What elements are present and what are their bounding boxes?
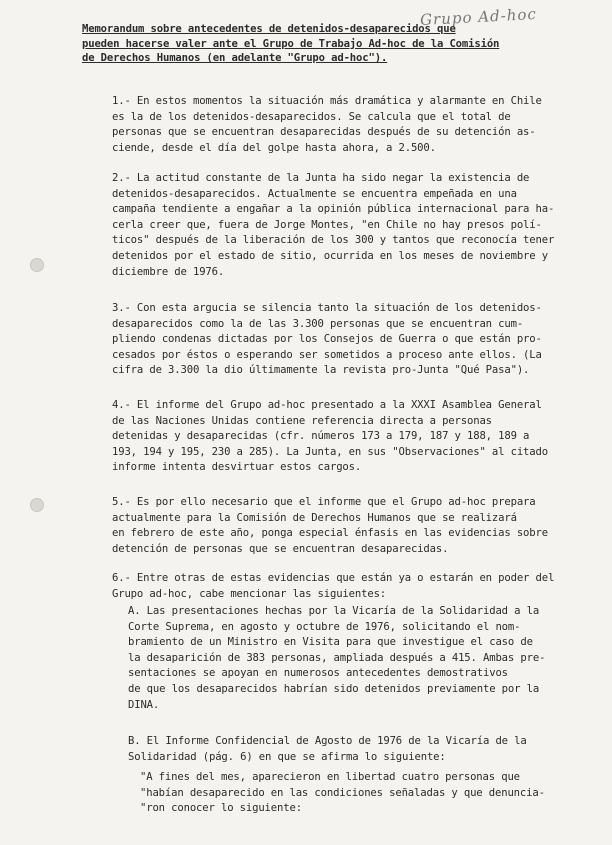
memo-title: Memorandum sobre antecedentes de detenidos-desaparecidos que pueden hacerse valer ante el Grupo de Trabajo Ad-hoc de la Comisión de Derechos Humanos (en adelante "Grupo ad-hoc"). [82,23,500,64]
item-b: B. El Informe Confidencial de Agosto de 1976 de la Vicaría de la Solidaridad (pág. 6) en que se afirma lo siguiente: [128,735,527,763]
paragraph-6: 6.- Entre otras de estas evidencias que están ya o estarán en poder del Grupo ad-hoc, cabe mencionar las siguientes: [112,572,555,600]
punch-hole [30,498,44,512]
paragraph-5: 5.- Es por ello necesario que el informe que el Grupo ad-hoc prepara actualmente para la Comisión de Derechos Humanos que se realizará en febrero de este año, ponga especial énfasis en las evidencias sobre detención de personas que se encuentran desaparecidas. [112,496,548,555]
paragraph-2: 2.- La actitud constante de la Junta ha sido negar la existencia de detenidos-desaparecidos. Actualmente se encuentra empeñada en una campaña tendiente a engañar a la opinión pública internacional para ha- cerla creer que, fuera de Jorge Montes, "en Chile no hay presos polí- ticos" después de la liberación de los 300 y tantos que reconocía tener detenidos por el estado de sitio, ocurrida en los meses de noviembre y diciembre de 1976. [112,172,555,278]
punch-hole [30,258,44,272]
quoted-text: "A fines del mes, aparecieron en libertad cuatro personas que "habían desaparecido en las condiciones señaladas y que denuncia- "ron conocer lo siguiente: [140,771,545,815]
item-a: A. Las presentaciones hechas por la Vicaría de la Solidaridad a la Corte Suprema, en agosto y octubre de 1976, solicitando el nom- bramiento de un Ministro en Visita para que investigue el caso de la desaparición de 383 personas, ampliada después a 415. Ambas pre- sentaciones se apoyan en numerosos antecedentes demostrativos de que los desaparecidos habrían sido detenidos previamente por la DINA. [128,605,546,711]
paragraph-3: 3.- Con esta argucia se silencia tanto la situación de los detenidos- desaparecidos como la de las 3.300 personas que se encuentran cum- pliendo condenas dictadas por los Consejos de Guerra o que están pro- cesados por éstos o esperando ser sometidos a proceso ante ellos. (La cifra de 3.300 la dio últimamente la revista pro-Junta "Qué Pasa"). [112,302,542,377]
paragraph-4: 4.- El informe del Grupo ad-hoc presentado a la XXXI Asamblea General de las Naciones Unidas contiene referencia directa a personas detenidas y desaparecidas (cfr. números 173 a 179, 187 y 188, 189 a 193, 194 y 195, 230 a 285). La Junta, en sus "Observaciones" al citado informe intenta desvirtuar estos cargos. [112,399,548,474]
handwritten-note: Grupo Ad-hoc [419,4,538,30]
paragraph-1: 1.- En estos momentos la situación más dramática y alarmante en Chile es la de los detenidos-desaparecidos. Se calcula que el total de personas que se encuentran desaparecidas después de su detención as- ciende, desde el día del golpe hasta ahora, a 2.500. [112,95,542,154]
